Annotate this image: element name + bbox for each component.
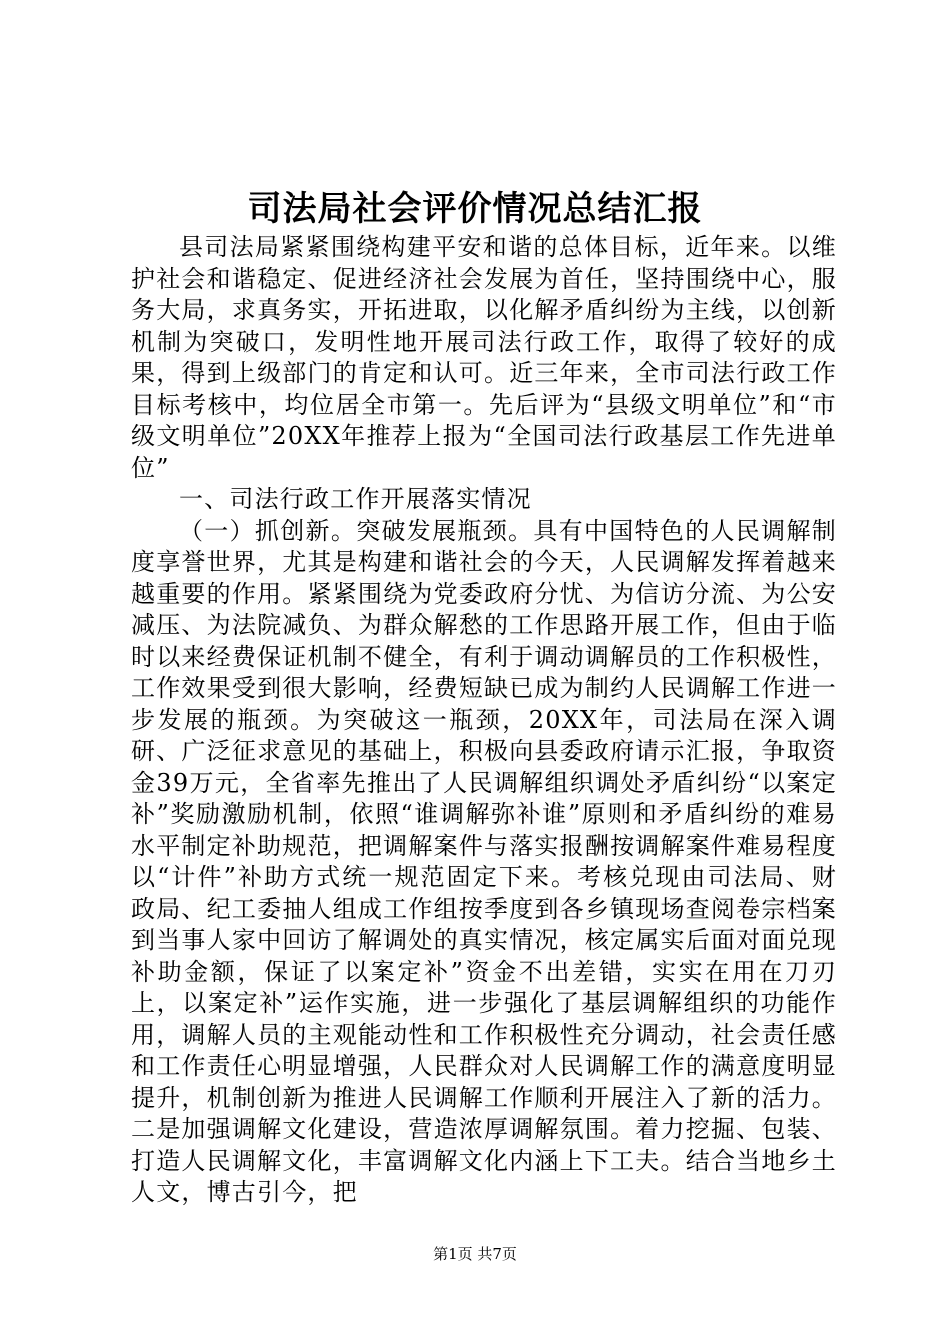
paragraph-intro: 县司法局紧紧围绕构建平安和谐的总体目标，近年来。以维护社会和谐稳定、促进经济社会发展为首任，坚持围绕中心，服务大局，求真务实，开拓进取，以化解矛盾纠纷为主线，以创新机制为突破口，发明性地开展司法行政工作，取得了较好的成果，得到上级部门的肯定和认可。近三年来，全市司法行政工作目标考核中，均位居全市第一。先后评为“县级文明单位”和“市级文明单位”20XX年推荐上报为“全国司法行政基层工作先进单位” [131,233,837,482]
page-number: 第1页 共7页 [433,1245,517,1263]
document-title: 司法局社会评价情况总结汇报 [247,189,703,229]
paragraph-innovation: （一）抓创新。突破发展瓶颈。具有中国特色的人民调解制度享誉世界，尤其是构建和谐社会的今天，人民调解发挥着越来越重要的作用。紧紧围绕为党委政府分忧、为信访分流、为公安减压、为法院减负、为群众解愁的工作思路开展工作，但由于临时以来经费保证机制不健全，有利于调动调解员的工作积极性，工作效果受到很大影响，经费短缺已成为制约人民调解工作进一步发展的瓶颈。为突破这一瓶颈，20XX年，司法局在深入调研、广泛征求意见的基础上，积极向县委政府请示汇报，争取资金39万元，全省率先推出了人民调解组织调处矛盾纠纷“以案定补”奖励激励机制，依照“谁调解弥补谁”原则和矛盾纠纷的难易水平制定补助规范，把调解案件与落实报酬按调解案件难易程度以“计件”补助方式统一规范固定下来。考核兑现由司法局、财政局、纪工委抽人组成工作组按季度到各乡镇现场查阅卷宗档案到当事人家中回访了解调处的真实情况，核定属实后面对面兑现补助金额，保证了以案定补”资金不出差错，实实在用在刀刃上，以案定补”运作实施，进一步强化了基层调解组织的功能作用，调解人员的主观能动性和工作积极性充分调动，社会责任感和工作责任心明显增强，人民群众对人民调解工作的满意度明显提升，机制创新为推进人民调解工作顺利开展注入了新的活力。二是加强调解文化建设，营造浓厚调解氛围。着力挖掘、包装、打造人民调解文化，丰富调解文化内涵上下工夫。结合当地乡土人文，博古引今，把 [131,516,837,1206]
section-heading: 一、司法行政工作开展落实情况 [179,485,532,513]
document-body [131,232,837,1209]
